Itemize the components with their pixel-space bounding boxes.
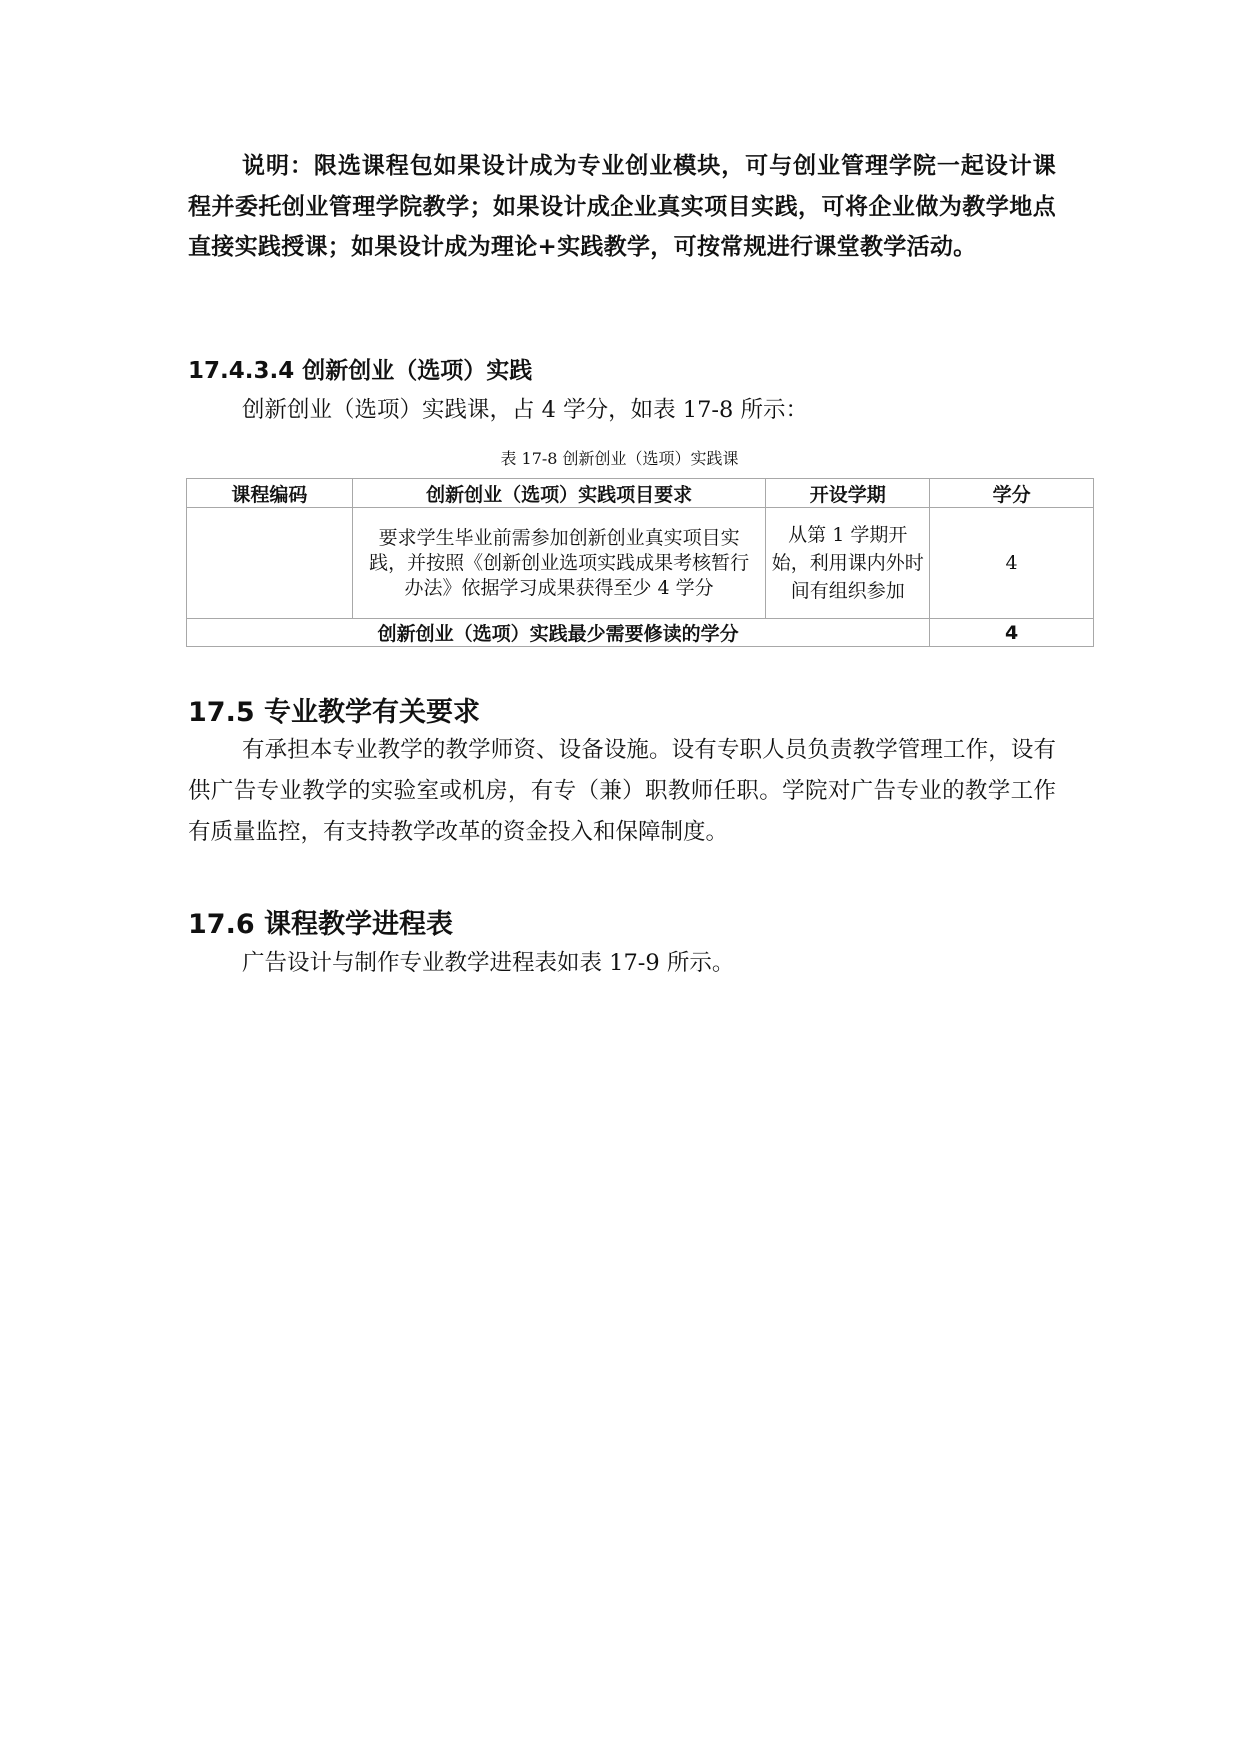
cell-requirement: 要求学生毕业前需参加创新创业真实项目实践，并按照《创新创业选项实践成果考核暂行办法》依据学习成果获得至少 4 学分 xyxy=(352,508,766,619)
elective-package-note: 说明：限选课程包如果设计成为专业创业模块，可与创业管理学院一起设计课程并委托创业管理学院教学；如果设计成企业真实项目实践，可将企业做为教学地点直接实践授课；如果设计成为理论+实践教学，可按常规进行课堂教学活动。 xyxy=(188,153,1056,260)
table-row xyxy=(187,508,1094,619)
cell-course-code xyxy=(187,508,353,619)
table-caption: 表 17-8 创新创业（选项）实践课 xyxy=(500,449,739,468)
header-requirement: 创新创业（选项）实践项目要求 xyxy=(352,479,766,508)
innovation-practice-table xyxy=(186,478,1094,647)
table-summary-row xyxy=(187,619,1094,647)
section-heading-17-4-3-4: 17.4.3.4 创新创业（选项）实践 xyxy=(188,358,533,384)
table-header-row xyxy=(187,479,1094,508)
section-heading-17-6: 17.6 课程教学进程表 xyxy=(188,909,454,940)
header-semester: 开设学期 xyxy=(766,479,930,508)
section-heading-17-5: 17.5 专业教学有关要求 xyxy=(188,697,481,728)
teaching-requirements-paragraph: 有承担本专业教学的教学师资、设备设施。设有专职人员负责教学管理工作，设有供广告专业教学的实验室或机房，有专（兼）职教师任职。学院对广告专业的教学工作有质量监控，有支持教学改革的资金投入和保障制度。 xyxy=(188,737,1056,845)
summary-label: 创新创业（选项）实践最少需要修读的学分 xyxy=(187,619,930,647)
schedule-paragraph: 广告设计与制作专业教学进程表如表 17-9 所示。 xyxy=(242,950,735,976)
cell-credits: 4 xyxy=(930,508,1094,619)
header-credits: 学分 xyxy=(930,479,1094,508)
cell-semester: 从第 1 学期开始，利用课内外时间有组织参加 xyxy=(766,508,930,619)
summary-credits: 4 xyxy=(930,619,1094,647)
section-intro-paragraph: 创新创业（选项）实践课，占 4 学分，如表 17-8 所示： xyxy=(242,397,808,423)
header-course-code: 课程编码 xyxy=(187,479,353,508)
